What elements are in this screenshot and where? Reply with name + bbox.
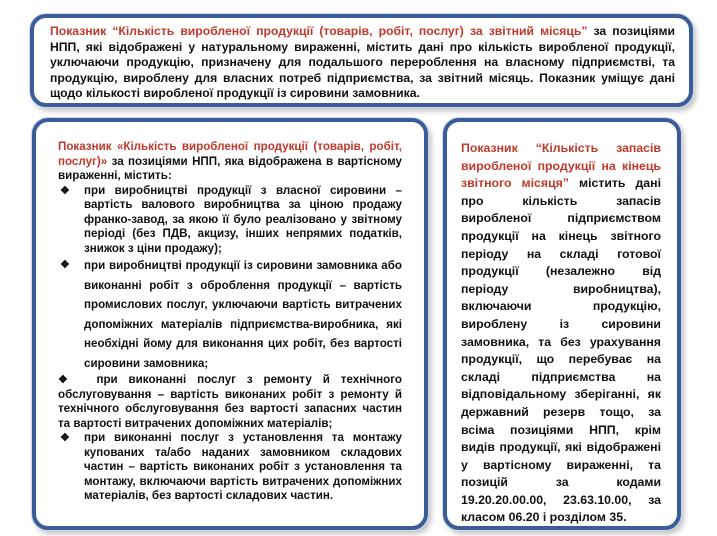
top-paragraph (50, 24, 675, 102)
list-item-text: при виконанні послуг з установлення та монтажу купованих та/або наданих замовником складових частин – вартість виконаних робіт з установлення та монтажу, включаючи вартість витрачених допоміжних матеріалів, без вартості складових частин. (84, 431, 402, 502)
left-intro-paragraph (58, 140, 402, 184)
right-highlight: Показник “Кількість запасів виробленої продукції на кінець звітного місяця” (461, 141, 661, 191)
diamond-bullet-icon: ❖ (60, 184, 70, 197)
left-bullet-list (58, 184, 402, 504)
list-item (58, 373, 402, 431)
left-intro: за позиціями НПП, яка відображена в вартісному вираженні, містить: (58, 154, 402, 182)
diamond-bullet-icon: ❖ (58, 374, 76, 386)
list-item-text: при виробництві продукції із сировини замовника або виконанні робіт з оброблення продукції – вартість промислових послуг, уключаючи вартість витрачених допоміжних матеріалів підприємства-виробника, які необхідні йому для виконання цих робіт, без вартості сировини замовника; (84, 259, 402, 370)
list-item (58, 184, 402, 257)
list-item (58, 431, 402, 504)
diamond-bullet-icon: ❖ (60, 259, 70, 271)
top-text: за позиціями НПП, які відображені у натуральному вираженні, містить дані про кількість виробленої продукції, уключаючи продукцію, призначену для подальшого перероблення на власному підприємстві, та продукцію, вироблену для власних потреб підприємства, за звітний місяць. Показник уміщує дані щодо кількості виробленої продукції із сировини замовника. (50, 24, 676, 100)
left-definition-box (32, 118, 428, 530)
left-highlight: Показник «Кількість виробленої продукції (товарів, робіт, послуг)» (58, 140, 402, 168)
right-text: містить дані про кількість запасів виробленої підприємством продукції на кінець звітного періоду на складі готової продукції (незалежно від періоду виробництва), включаючи продукцію, вироблену із сировини замовника, та без урахування продукції, що перебуває на складі підприємства на відповідальному зберіганні, як державний резерв тощо, за всіма позиціями НПП, крім видів продукції, які відображені у вартісному вираженні, та позицій за кодами 19.20.20.00.00, 23.63.10.00, за класом 06.20 і розділом 35. (461, 176, 661, 525)
list-item-text: при виробництві продукції з власної сировини – вартість валового виробництва за ціною продажу франко-завод, за якою її було реалізовано у звітному періоді (без ПДВ, акцизу, інших непрямих податків, знижок з ціни продажу); (84, 183, 402, 255)
top-definition-box (30, 14, 693, 107)
diamond-bullet-icon: ❖ (60, 432, 70, 444)
top-highlight: Показник “Кількість виробленої продукції (товарів, робіт, послуг) за звітний місяць” (50, 24, 588, 38)
list-item (58, 256, 402, 373)
right-definition-box (443, 118, 681, 530)
right-paragraph (461, 140, 661, 527)
list-item-text: при виконанні послуг з ремонту й технічного обслуговування – вартість виконаних робіт з ремонту й технічного обслуговування без вартості запасних частин та вартості витрачених допоміжних матеріалів; (58, 373, 402, 430)
